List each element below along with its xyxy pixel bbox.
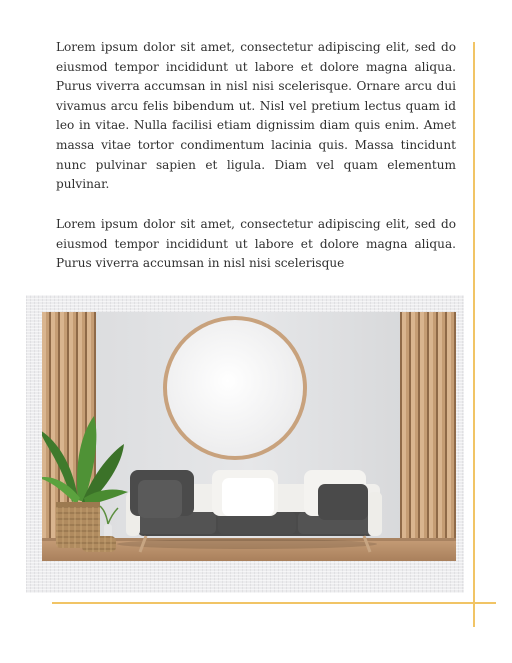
gold-horizontal-rule: [52, 602, 496, 604]
right-wood-slats: [400, 312, 456, 544]
body-paragraph-2: Lorem ipsum dolor sit amet, consectetur adipiscing elit, sed do eiusmod tempor incididunt ut labore et dolore magna aliqua. Purus viverra accumsan in nisl nisi scelerisque: [56, 217, 456, 271]
gold-vertical-rule: [473, 42, 475, 627]
round-mirror: [167, 320, 303, 456]
body-paragraph-1: Lorem ipsum dolor sit amet, consectetur adipiscing elit, sed do eiusmod tempor incididunt ut labore et dolore magna aliqua. Purus viverra accumsan in nisl nisi scelerisque. Ornare arcu dui vivamus arcu felis bibendum ut. Nisl vel pretium lectus quam id leo in vitae. Nulla facilisi etiam dignissim diam quis enim. Amet massa vitae tortor condimentum lacinia quis. Massa tincidunt nunc pulvinar sapien et ligula. Diam vel quam elementum pulvinar.: [56, 40, 456, 192]
living-room-illustration: [42, 312, 456, 561]
living-room-photo: [42, 312, 456, 561]
